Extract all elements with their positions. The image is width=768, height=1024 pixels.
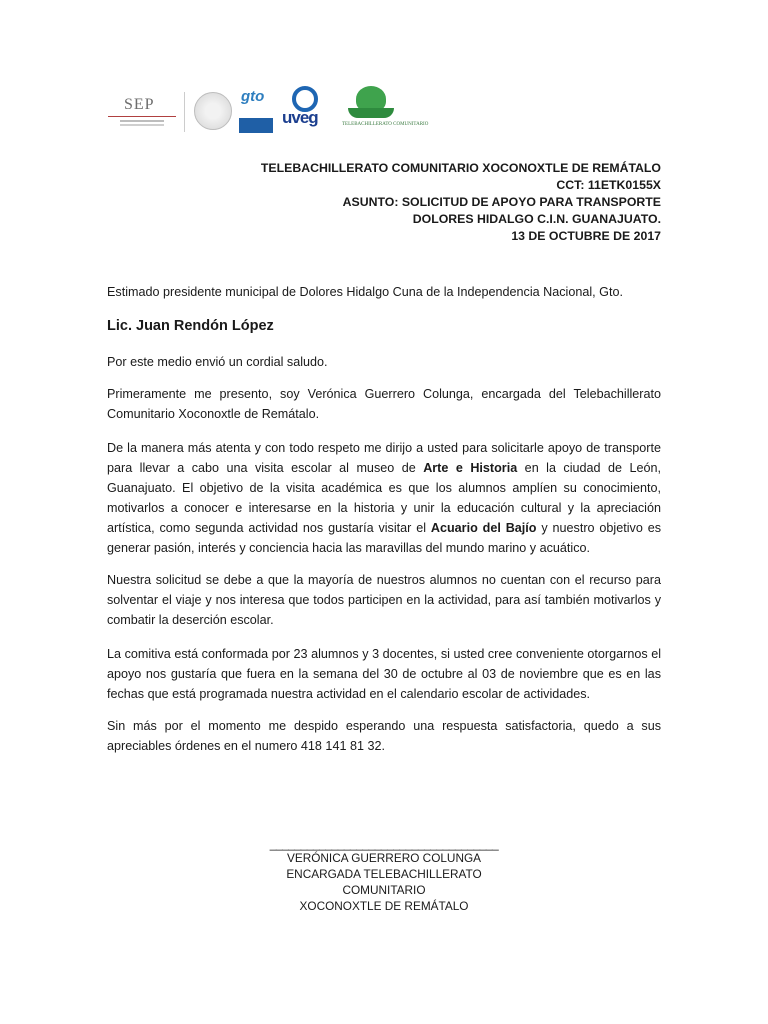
- signer-place: XOCONOXTLE DE REMÁTALO: [299, 899, 469, 913]
- telebachillerato-logo-text: TELEBACHILLERATO COMUNITARIO: [342, 122, 429, 127]
- paragraph-closing: Sin más por el momento me despido esperando una respuesta satisfactoria, quedo a sus apreciables órdenes en el numero 418 141 81 32.: [107, 719, 661, 753]
- request-text-2: en la ciudad de León, Guanajuato. El objetivo de la visita académica es que los alumnos amplíen su conocimiento, motivarlos a conocer e interesarse en la historia y unir la educación cultural y la apreciación artística, como segunda actividad nos gustaría visitar el: [107, 461, 661, 535]
- signer-role: ENCARGADA TELEBACHILLERATO COMUNITARIO: [286, 867, 482, 897]
- signature-block: [250, 838, 518, 914]
- cct-code: CCT: 11ETK0155X: [556, 178, 661, 192]
- uveg-logo-text: uveg: [282, 108, 318, 127]
- gto-logo-text: gto: [241, 88, 265, 105]
- sep-logo: [104, 94, 180, 128]
- logo-strip: [104, 84, 429, 138]
- paragraph-request: [107, 438, 661, 558]
- signature-line: _____________________________________: [269, 837, 499, 851]
- letter-header: [261, 160, 661, 245]
- sep-logo-text: SEP: [124, 96, 155, 113]
- paragraph-details: La comitiva está conformada por 23 alumnos y 3 docentes, si usted cree conveniente otorgarnos el apoyo nos gustaría que fuera en la semana del 30 de octubre al 03 de noviembre que es en las fechas que está programada nuestra actividad en el calendario escolar de actividades.: [107, 647, 661, 701]
- national-seal-icon: [194, 92, 232, 130]
- paragraph-salutation: Por este medio envió un cordial saludo.: [107, 355, 328, 369]
- logo-divider: [184, 92, 185, 132]
- paragraph-introduction: Primeramente me presento, soy Verónica Guerrero Colunga, encargada del Telebachillerato Comunitario Xoconoxtle de Remátalo.: [107, 387, 661, 421]
- location-line: DOLORES HIDALGO C.I.N. GUANAJUATO.: [412, 212, 661, 226]
- aquarium-name: Acuario del Bajío: [430, 521, 537, 535]
- date-line: 13 DE OCTUBRE DE 2017: [511, 229, 661, 243]
- gto-logo: [239, 88, 275, 134]
- request-text-1: De la manera más atenta y con todo respeto me dirijo a usted para solicitarle apoyo de transporte para llevar a cabo una visita escolar al museo de: [107, 441, 661, 475]
- greeting: Estimado presidente municipal de Dolores Hidalgo Cuna de la Independencia Nacional, Gto.: [107, 285, 623, 299]
- addressee: Lic. Juan Rendón López: [107, 318, 274, 334]
- request-text-3: y nuestro objetivo es generar pasión, interés y conciencia hacia las maravillas del mundo marino y acuático.: [107, 521, 661, 555]
- museum-name: Arte e Historia: [423, 461, 518, 475]
- uveg-logo: [282, 84, 332, 136]
- telebachillerato-logo: [340, 84, 429, 138]
- book-icon: [348, 108, 394, 118]
- subject-line: ASUNTO: SOLICITUD DE APOYO PARA TRANSPORTE: [342, 195, 661, 209]
- signer-name: VERÓNICA GUERRERO COLUNGA: [286, 851, 482, 865]
- paragraph-reason: Nuestra solicitud se debe a que la mayoría de nuestros alumnos no cuentan con el recurso para solventar el viaje y nos interesa que todos participen en la actividad, para así también motivarlos y combatir la deserción escolar.: [107, 573, 661, 627]
- school-name: TELEBACHILLERATO COMUNITARIO XOCONOXTLE DE REMÁTALO: [260, 161, 661, 175]
